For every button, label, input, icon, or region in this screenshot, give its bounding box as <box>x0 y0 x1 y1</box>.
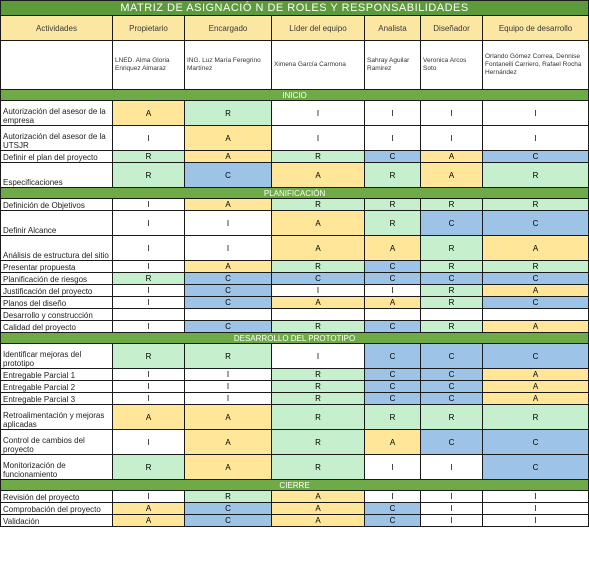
raci-cell: R <box>272 393 365 405</box>
raci-cell: R <box>365 405 421 430</box>
raci-cell: A <box>272 163 365 188</box>
raci-cell: I <box>113 211 185 236</box>
raci-cell: C <box>483 211 589 236</box>
name-disenador: Veronica Arcos Soto <box>421 41 483 90</box>
activity-label: Autorización del asesor de la UTSJR <box>1 126 113 151</box>
raci-cell: A <box>421 151 483 163</box>
raci-cell: I <box>272 101 365 126</box>
raci-cell: I <box>113 126 185 151</box>
activity-row <box>1 236 589 261</box>
activity-label: Entregable Parcial 2 <box>1 381 113 393</box>
raci-cell: I <box>365 285 421 297</box>
raci-cell: A <box>185 199 272 211</box>
raci-cell: I <box>421 515 483 527</box>
raci-cell: A <box>185 261 272 273</box>
name-encargado: ING. Luz María Feregrino Martínez <box>185 41 272 90</box>
name-propietario: LNED. Alma Gloria Enriquez Almaraz <box>113 41 185 90</box>
activity-row <box>1 151 589 163</box>
raci-cell <box>365 309 421 321</box>
raci-cell: A <box>483 393 589 405</box>
raci-cell: R <box>421 199 483 211</box>
raci-cell: R <box>421 285 483 297</box>
raci-cell: A <box>113 515 185 527</box>
activity-row <box>1 199 589 211</box>
header-lider: Líder del equipo <box>272 16 365 41</box>
raci-cell: C <box>185 515 272 527</box>
raci-cell: C <box>421 430 483 455</box>
activity-label: Planos del diseño <box>1 297 113 309</box>
raci-cell: A <box>272 503 365 515</box>
activity-row <box>1 101 589 126</box>
raci-cell: C <box>483 151 589 163</box>
raci-cell: I <box>113 321 185 333</box>
raci-cell: C <box>421 381 483 393</box>
activity-row <box>1 163 589 188</box>
raci-cell: I <box>483 515 589 527</box>
activity-label: Definir Alcance <box>1 211 113 236</box>
raci-cell: R <box>113 344 185 369</box>
raci-cell: I <box>185 211 272 236</box>
title-row <box>1 1 589 16</box>
raci-cell: R <box>421 236 483 261</box>
activity-label: Desarrollo y construcción <box>1 309 113 321</box>
activity-label: Presentar propuesta <box>1 261 113 273</box>
raci-cell: A <box>365 236 421 261</box>
raci-cell: C <box>365 503 421 515</box>
raci-cell: A <box>113 101 185 126</box>
raci-cell: R <box>113 151 185 163</box>
raci-cell: R <box>272 405 365 430</box>
activity-label: Planificación de riesgos <box>1 273 113 285</box>
activity-row <box>1 285 589 297</box>
activity-row <box>1 393 589 405</box>
activity-label: Especificaciones <box>1 163 113 188</box>
activity-row <box>1 297 589 309</box>
activity-label: Entregable Parcial 1 <box>1 369 113 381</box>
raci-cell: A <box>272 236 365 261</box>
raci-cell: I <box>113 297 185 309</box>
section-title: CIERRE <box>1 480 589 491</box>
activity-label: Retroalimentación y mejoras aplicadas <box>1 405 113 430</box>
activity-row <box>1 309 589 321</box>
raci-cell: A <box>272 211 365 236</box>
section-title: DESARROLLO DEL PROTOTIPO <box>1 333 589 344</box>
raci-cell: C <box>185 321 272 333</box>
raci-cell: I <box>113 381 185 393</box>
raci-cell: R <box>272 261 365 273</box>
raci-cell: A <box>185 405 272 430</box>
raci-cell: C <box>483 273 589 285</box>
raci-cell: C <box>365 515 421 527</box>
raci-cell: C <box>365 273 421 285</box>
name-cell-empty <box>1 41 113 90</box>
raci-cell: C <box>185 503 272 515</box>
raci-cell: C <box>185 285 272 297</box>
activity-row <box>1 273 589 285</box>
raci-cell: I <box>113 261 185 273</box>
raci-cell: A <box>421 163 483 188</box>
raci-cell: C <box>185 163 272 188</box>
section-title: PLANIFICACIÓN <box>1 188 589 199</box>
raci-cell: I <box>365 491 421 503</box>
raci-cell: R <box>272 151 365 163</box>
raci-cell: C <box>272 273 365 285</box>
raci-cell: R <box>483 405 589 430</box>
raci-cell: A <box>185 430 272 455</box>
raci-cell: R <box>272 430 365 455</box>
activity-row <box>1 126 589 151</box>
raci-cell: C <box>365 381 421 393</box>
raci-cell: I <box>113 491 185 503</box>
raci-cell: I <box>421 455 483 480</box>
raci-cell: R <box>421 297 483 309</box>
raci-cell: R <box>483 261 589 273</box>
raci-cell: A <box>185 151 272 163</box>
raci-cell: C <box>421 344 483 369</box>
name-lider: Ximena García Carmona <box>272 41 365 90</box>
activity-row <box>1 515 589 527</box>
raci-cell: R <box>272 455 365 480</box>
activity-label: Monitorización de funcionamiento <box>1 455 113 480</box>
raci-cell: C <box>483 344 589 369</box>
activity-row <box>1 381 589 393</box>
raci-cell: C <box>421 273 483 285</box>
activity-label: Control de cambios del proyecto <box>1 430 113 455</box>
activity-row <box>1 491 589 503</box>
activity-label: Comprobación del proyecto <box>1 503 113 515</box>
raci-cell: R <box>483 163 589 188</box>
activity-label: Análisis de estructura del sitio <box>1 236 113 261</box>
raci-cell: A <box>113 405 185 430</box>
activity-label: Definir el plan del proyecto <box>1 151 113 163</box>
raci-cell: I <box>113 393 185 405</box>
raci-cell: C <box>365 344 421 369</box>
raci-cell: I <box>272 285 365 297</box>
raci-cell: C <box>483 430 589 455</box>
raci-cell: I <box>113 199 185 211</box>
names-row <box>1 41 589 90</box>
raci-cell: R <box>272 369 365 381</box>
raci-cell: C <box>365 393 421 405</box>
raci-cell: I <box>483 101 589 126</box>
raci-cell: A <box>483 285 589 297</box>
header-disenador: Diseñador <box>421 16 483 41</box>
raci-cell: A <box>483 236 589 261</box>
activity-label: Autorización del asesor de la empresa <box>1 101 113 126</box>
activity-row <box>1 455 589 480</box>
raci-cell: I <box>421 491 483 503</box>
activity-label: Calidad del proyecto <box>1 321 113 333</box>
raci-cell: C <box>365 261 421 273</box>
header-encargado: Encargado <box>185 16 272 41</box>
activity-row <box>1 369 589 381</box>
raci-cell: R <box>421 261 483 273</box>
section-row <box>1 90 589 101</box>
raci-cell: I <box>272 344 365 369</box>
name-analista: Sahray Aguilar Ramirez <box>365 41 421 90</box>
raci-cell: R <box>272 199 365 211</box>
raci-cell: A <box>185 455 272 480</box>
activity-label: Identificar mejoras del prototipo <box>1 344 113 369</box>
raci-cell: A <box>483 369 589 381</box>
activity-label: Revisión del proyecto <box>1 491 113 503</box>
raci-cell: C <box>185 273 272 285</box>
raci-cell <box>272 309 365 321</box>
raci-cell: I <box>272 126 365 151</box>
activity-row <box>1 211 589 236</box>
raci-cell: C <box>421 393 483 405</box>
raci-cell: R <box>365 163 421 188</box>
raci-cell: C <box>483 455 589 480</box>
header-row <box>1 16 589 41</box>
raci-cell: I <box>421 503 483 515</box>
raci-cell: C <box>421 211 483 236</box>
matrix-title: MATRIZ DE ASIGNACIÓ N DE ROLES Y RESPONSABILIDADES <box>1 1 589 16</box>
activity-label: Entregable Parcial 3 <box>1 393 113 405</box>
activity-row <box>1 503 589 515</box>
raci-cell: R <box>421 321 483 333</box>
raci-cell: I <box>421 126 483 151</box>
raci-cell: R <box>113 163 185 188</box>
raci-cell: C <box>483 297 589 309</box>
raci-cell <box>421 309 483 321</box>
activity-label: Definición de Objetivos <box>1 199 113 211</box>
raci-cell: I <box>113 236 185 261</box>
raci-cell: I <box>113 369 185 381</box>
raci-cell: I <box>483 491 589 503</box>
raci-cell: A <box>483 381 589 393</box>
raci-cell: A <box>365 297 421 309</box>
raci-cell: A <box>483 321 589 333</box>
activity-label: Justificación del proyecto <box>1 285 113 297</box>
raci-cell <box>113 309 185 321</box>
raci-cell: R <box>185 491 272 503</box>
raci-cell: R <box>365 199 421 211</box>
raci-cell <box>185 309 272 321</box>
section-title: INICIO <box>1 90 589 101</box>
raci-cell: R <box>421 405 483 430</box>
raci-cell: I <box>185 369 272 381</box>
raci-cell: I <box>483 503 589 515</box>
raci-cell: A <box>113 503 185 515</box>
activity-row <box>1 321 589 333</box>
raci-cell: A <box>365 430 421 455</box>
raci-cell: R <box>113 273 185 285</box>
activity-row <box>1 344 589 369</box>
raci-cell: R <box>113 455 185 480</box>
raci-cell: R <box>185 101 272 126</box>
raci-cell: A <box>272 491 365 503</box>
raci-cell: I <box>365 101 421 126</box>
raci-cell: R <box>483 199 589 211</box>
activity-label: Validación <box>1 515 113 527</box>
raci-cell: I <box>483 126 589 151</box>
raci-cell: C <box>185 297 272 309</box>
header-propietario: Propietario <box>113 16 185 41</box>
raci-cell: A <box>272 515 365 527</box>
header-equipo-desarrollo: Equipo de desarrollo <box>483 16 589 41</box>
raci-cell: C <box>365 369 421 381</box>
raci-cell: R <box>365 211 421 236</box>
raci-cell: C <box>421 369 483 381</box>
raci-cell: I <box>185 381 272 393</box>
header-actividades: Actividades <box>1 16 113 41</box>
raci-cell: R <box>185 344 272 369</box>
raci-cell: R <box>272 381 365 393</box>
raci-cell: R <box>272 321 365 333</box>
activity-row <box>1 261 589 273</box>
section-row <box>1 480 589 491</box>
section-row <box>1 188 589 199</box>
section-row <box>1 333 589 344</box>
header-analista: Analista <box>365 16 421 41</box>
raci-cell: A <box>185 126 272 151</box>
raci-cell: I <box>113 285 185 297</box>
raci-cell: I <box>185 393 272 405</box>
raci-cell: I <box>185 236 272 261</box>
raci-cell: I <box>421 101 483 126</box>
name-equipo-desarrollo: Orlando Gómez Correa, Dennise Fontanelli Carriero, Rafael Rocha Hernández <box>483 41 589 90</box>
raci-cell: A <box>272 297 365 309</box>
raci-cell: I <box>365 455 421 480</box>
raci-cell: I <box>365 126 421 151</box>
raci-cell: I <box>113 430 185 455</box>
raci-cell <box>483 309 589 321</box>
raci-cell: C <box>365 151 421 163</box>
activity-row <box>1 405 589 430</box>
activity-row <box>1 430 589 455</box>
raci-cell: C <box>365 321 421 333</box>
